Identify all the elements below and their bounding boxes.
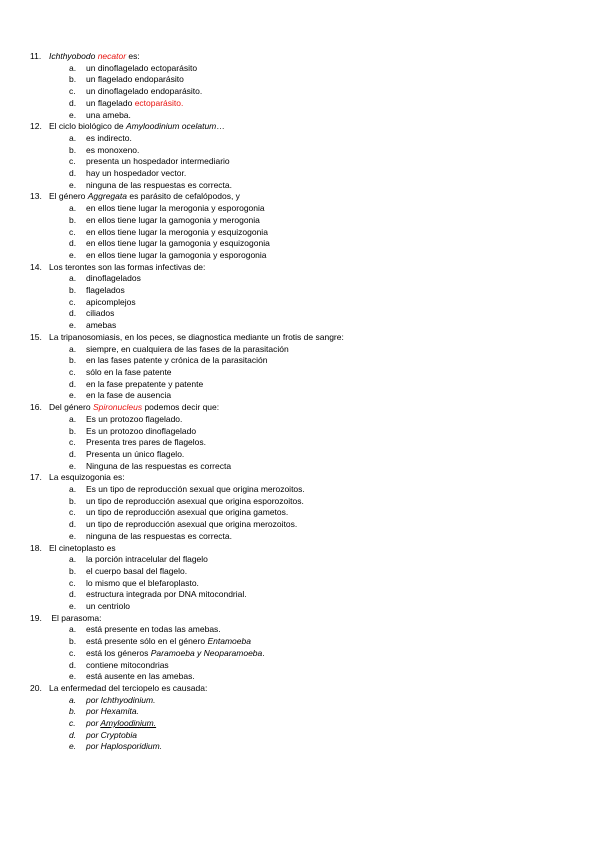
option-text: por Cryptobia bbox=[86, 729, 138, 740]
question-text: El cinetoplasto es bbox=[49, 542, 116, 553]
option-letter: d. bbox=[69, 729, 77, 740]
option-letter: b. bbox=[69, 495, 77, 506]
option-letter: b. bbox=[69, 706, 77, 717]
option-letter: a. bbox=[69, 624, 77, 635]
question-text: La esquizogonia es: bbox=[49, 472, 125, 483]
question-text: es parásito de cefalópodos, y bbox=[126, 191, 240, 202]
answer-option bbox=[30, 110, 570, 122]
option-text: Amyloodinium. bbox=[100, 718, 157, 729]
option-text: un tipo de reproducción asexual que origina gametos. bbox=[86, 507, 289, 518]
answer-option bbox=[30, 367, 570, 379]
option-text: es monoxeno. bbox=[86, 144, 140, 155]
question-text: Spironucleus bbox=[92, 402, 143, 413]
option-letter: a. bbox=[69, 694, 77, 705]
option-letter: e. bbox=[69, 601, 77, 612]
answer-option bbox=[30, 180, 570, 192]
answer-option bbox=[30, 730, 570, 742]
answer-option bbox=[30, 507, 570, 519]
option-text: hay un hospedador vector. bbox=[86, 168, 187, 179]
answer-option bbox=[30, 308, 570, 320]
option-text: es indirecto. bbox=[86, 132, 132, 143]
option-text: un flagelado endoparásito bbox=[86, 74, 184, 85]
question-text: Amyloodinium ocelatum bbox=[126, 121, 217, 132]
option-text: estructura integrada por DNA mitocondrial. bbox=[86, 589, 247, 600]
option-letter: c. bbox=[69, 647, 76, 658]
answer-option bbox=[30, 133, 570, 145]
option-text: el cuerpo basal del flagelo. bbox=[86, 565, 188, 576]
question-stem bbox=[30, 472, 570, 484]
option-text: Presenta un único flagelo. bbox=[86, 448, 185, 459]
question-stem bbox=[30, 121, 570, 133]
answer-option bbox=[30, 156, 570, 168]
answer-option bbox=[30, 554, 570, 566]
question-number: 12. bbox=[30, 121, 42, 132]
option-text: un centriolo bbox=[86, 601, 130, 612]
question-text: El ciclo biológico de bbox=[49, 121, 127, 132]
option-text: Presenta tres pares de flagelos. bbox=[86, 437, 207, 448]
question-number: 11. bbox=[30, 51, 42, 61]
question-text: Ichthyobodo bbox=[49, 51, 98, 61]
option-letter: b. bbox=[69, 425, 77, 436]
answer-option bbox=[30, 145, 570, 157]
option-text: contiene mitocondrias bbox=[86, 659, 169, 670]
option-letter: e. bbox=[69, 741, 77, 752]
option-text: ectoparásito. bbox=[134, 97, 184, 108]
question-stem bbox=[30, 262, 570, 274]
option-letter: d. bbox=[69, 97, 77, 108]
option-letter: d. bbox=[69, 378, 77, 389]
answer-option bbox=[30, 578, 570, 590]
question-text: El género bbox=[49, 191, 88, 202]
answer-option bbox=[30, 74, 570, 86]
option-letter: a. bbox=[69, 484, 77, 495]
option-text: Es un protozoo flagelado. bbox=[86, 413, 183, 424]
option-letter: c. bbox=[69, 718, 76, 729]
option-letter: d. bbox=[69, 519, 77, 530]
option-letter: d. bbox=[69, 238, 77, 249]
option-letter: e. bbox=[69, 390, 77, 401]
option-text: un tipo de reproducción asexual que origina merozoitos. bbox=[86, 519, 298, 530]
answer-option bbox=[30, 250, 570, 262]
answer-option bbox=[30, 86, 570, 98]
option-text: lo mismo que el blefaroplasto. bbox=[86, 577, 199, 588]
question-text: Del género bbox=[49, 402, 93, 413]
question-number: 17. bbox=[30, 472, 42, 483]
option-letter: a. bbox=[69, 132, 77, 143]
option-text: apicomplejos bbox=[86, 296, 136, 307]
question-text: podemos decir que: bbox=[142, 402, 220, 413]
option-text: un dinoflagelado ectoparásito bbox=[86, 62, 198, 73]
option-letter: c. bbox=[69, 366, 76, 377]
question-number: 13. bbox=[30, 191, 42, 202]
option-letter: c. bbox=[69, 156, 76, 167]
answer-option bbox=[30, 449, 570, 461]
answer-option bbox=[30, 355, 570, 367]
option-text: está presente sólo en el género bbox=[86, 636, 208, 647]
option-text: un dinoflagelado endoparásito. bbox=[86, 86, 203, 97]
question-text: El parasoma: bbox=[49, 612, 102, 623]
option-letter: b. bbox=[69, 355, 77, 366]
option-letter: b. bbox=[69, 285, 77, 296]
option-text: en las fases patente y crónica de la parasitación bbox=[86, 355, 268, 366]
option-text: un flagelado bbox=[86, 97, 135, 108]
option-letter: c. bbox=[69, 86, 76, 97]
option-letter: a. bbox=[69, 413, 77, 424]
option-text: amebas bbox=[86, 320, 117, 331]
option-letter: e. bbox=[69, 460, 77, 471]
option-letter: a. bbox=[69, 203, 77, 214]
question-stem bbox=[30, 683, 570, 695]
option-text: por bbox=[86, 718, 101, 729]
answer-option bbox=[30, 203, 570, 215]
answer-option bbox=[30, 227, 570, 239]
option-text: por Ichthyodinium. bbox=[86, 694, 156, 705]
question-text: Los terontes son las formas infectivas de: bbox=[49, 261, 206, 272]
question-text: es: bbox=[126, 51, 140, 61]
answer-option bbox=[30, 496, 570, 508]
answer-option bbox=[30, 414, 570, 426]
option-letter: c. bbox=[69, 437, 76, 448]
option-letter: e. bbox=[69, 179, 77, 190]
option-letter: e. bbox=[69, 109, 77, 120]
option-text: ciliados bbox=[86, 308, 115, 319]
answer-option bbox=[30, 660, 570, 672]
answer-option bbox=[30, 426, 570, 438]
option-text: Paramoeba y Neoparamoeba bbox=[150, 647, 263, 658]
answer-option bbox=[30, 379, 570, 391]
option-text: Entamoeba bbox=[207, 636, 251, 647]
option-text: Ninguna de las respuestas es correcta bbox=[86, 460, 232, 471]
answer-option bbox=[30, 566, 570, 578]
answer-option bbox=[30, 636, 570, 648]
option-letter: d. bbox=[69, 659, 77, 670]
question-stem bbox=[30, 191, 570, 203]
option-letter: c. bbox=[69, 296, 76, 307]
option-letter: b. bbox=[69, 74, 77, 85]
option-letter: c. bbox=[69, 507, 76, 518]
question-text: Aggregata bbox=[87, 191, 127, 202]
option-letter: b. bbox=[69, 565, 77, 576]
option-text: ninguna de las respuestas es correcta. bbox=[86, 179, 233, 190]
question-stem bbox=[30, 51, 570, 63]
answer-option bbox=[30, 215, 570, 227]
answer-option bbox=[30, 390, 570, 402]
option-letter: d. bbox=[69, 308, 77, 319]
option-text: siempre, en cualquiera de las fases de la parasitación bbox=[86, 343, 289, 354]
answer-option bbox=[30, 624, 570, 636]
option-letter: e. bbox=[69, 320, 77, 331]
answer-option bbox=[30, 285, 570, 297]
option-text: por Haplosporidium. bbox=[86, 741, 163, 752]
option-text: flagelados bbox=[86, 285, 125, 296]
option-letter: c. bbox=[69, 577, 76, 588]
option-letter: c. bbox=[69, 226, 76, 237]
option-text: una ameba. bbox=[86, 109, 131, 120]
answer-option bbox=[30, 601, 570, 613]
option-text: está los géneros bbox=[86, 647, 151, 658]
answer-option bbox=[30, 695, 570, 707]
answer-option bbox=[30, 168, 570, 180]
option-text: . bbox=[262, 647, 265, 658]
option-letter: d. bbox=[69, 448, 77, 459]
answer-option bbox=[30, 706, 570, 718]
option-letter: e. bbox=[69, 671, 77, 682]
question-text: necator bbox=[97, 51, 127, 61]
option-text: por Hexamita. bbox=[86, 706, 139, 717]
question-number: 14. bbox=[30, 261, 42, 272]
option-letter: d. bbox=[69, 589, 77, 600]
option-text: en ellos tiene lugar la merogonia y esquizogonia bbox=[86, 226, 268, 237]
answer-option bbox=[30, 297, 570, 309]
option-text: está ausente en las amebas. bbox=[86, 671, 195, 682]
option-text: en la fase de ausencia bbox=[86, 390, 172, 401]
option-letter: b. bbox=[69, 144, 77, 155]
answer-option bbox=[30, 273, 570, 285]
question-text: La tripanosomiasis, en los peces, se diagnostica mediante un frotis de sangre: bbox=[49, 331, 344, 342]
question-stem bbox=[30, 613, 570, 625]
option-text: un tipo de reproducción asexual que origina esporozoitos. bbox=[86, 495, 304, 506]
answer-option bbox=[30, 718, 570, 730]
answer-option bbox=[30, 461, 570, 473]
option-text: en ellos tiene lugar la gamogonia y merogonia bbox=[86, 214, 260, 225]
answer-option bbox=[30, 320, 570, 332]
question-number: 16. bbox=[30, 402, 42, 413]
option-letter: e. bbox=[69, 249, 77, 260]
option-text: dinoflagelados bbox=[86, 273, 141, 284]
option-letter: a. bbox=[69, 343, 77, 354]
question-stem bbox=[30, 402, 570, 414]
option-letter: a. bbox=[69, 273, 77, 284]
question-text: … bbox=[216, 121, 225, 132]
option-text: en ellos tiene lugar la merogonia y esporogonia bbox=[86, 203, 265, 214]
option-text: Es un tipo de reproducción sexual que origina merozoitos. bbox=[86, 484, 305, 495]
answer-option bbox=[30, 648, 570, 660]
answer-option bbox=[30, 344, 570, 356]
option-text: Es un protozoo dinoflagelado bbox=[86, 425, 197, 436]
answer-option bbox=[30, 741, 570, 753]
question-text: La enfermedad del terciopelo es causada: bbox=[49, 682, 208, 693]
question-stem bbox=[30, 332, 570, 344]
question-list bbox=[30, 51, 570, 753]
answer-option bbox=[30, 63, 570, 75]
answer-option bbox=[30, 437, 570, 449]
option-text: ninguna de las respuestas es correcta. bbox=[86, 530, 233, 541]
answer-option bbox=[30, 589, 570, 601]
option-text: la porción intracelular del flagelo bbox=[86, 554, 208, 565]
option-text: presenta un hospedador intermediario bbox=[86, 156, 230, 167]
option-letter: a. bbox=[69, 62, 77, 73]
answer-option bbox=[30, 98, 570, 110]
answer-option bbox=[30, 519, 570, 531]
question-number: 18. bbox=[30, 542, 42, 553]
question-number: 15. bbox=[30, 331, 42, 342]
answer-option bbox=[30, 531, 570, 543]
option-letter: b. bbox=[69, 636, 77, 647]
option-text: en ellos tiene lugar la gamogonia y esporogonia bbox=[86, 249, 267, 260]
option-letter: d. bbox=[69, 168, 77, 179]
option-text: en ellos tiene lugar la gamogonia y esquizogonia bbox=[86, 238, 270, 249]
answer-option bbox=[30, 238, 570, 250]
option-letter: e. bbox=[69, 530, 77, 541]
option-text: en la fase prepatente y patente bbox=[86, 378, 204, 389]
option-text: sólo en la fase patente bbox=[86, 366, 172, 377]
option-letter: b. bbox=[69, 214, 77, 225]
question-stem bbox=[30, 543, 570, 555]
option-letter: a. bbox=[69, 554, 77, 565]
answer-option bbox=[30, 671, 570, 683]
option-text: está presente en todas las amebas. bbox=[86, 624, 221, 635]
question-number: 19. bbox=[30, 612, 42, 623]
question-number: 20. bbox=[30, 682, 42, 693]
answer-option bbox=[30, 484, 570, 496]
